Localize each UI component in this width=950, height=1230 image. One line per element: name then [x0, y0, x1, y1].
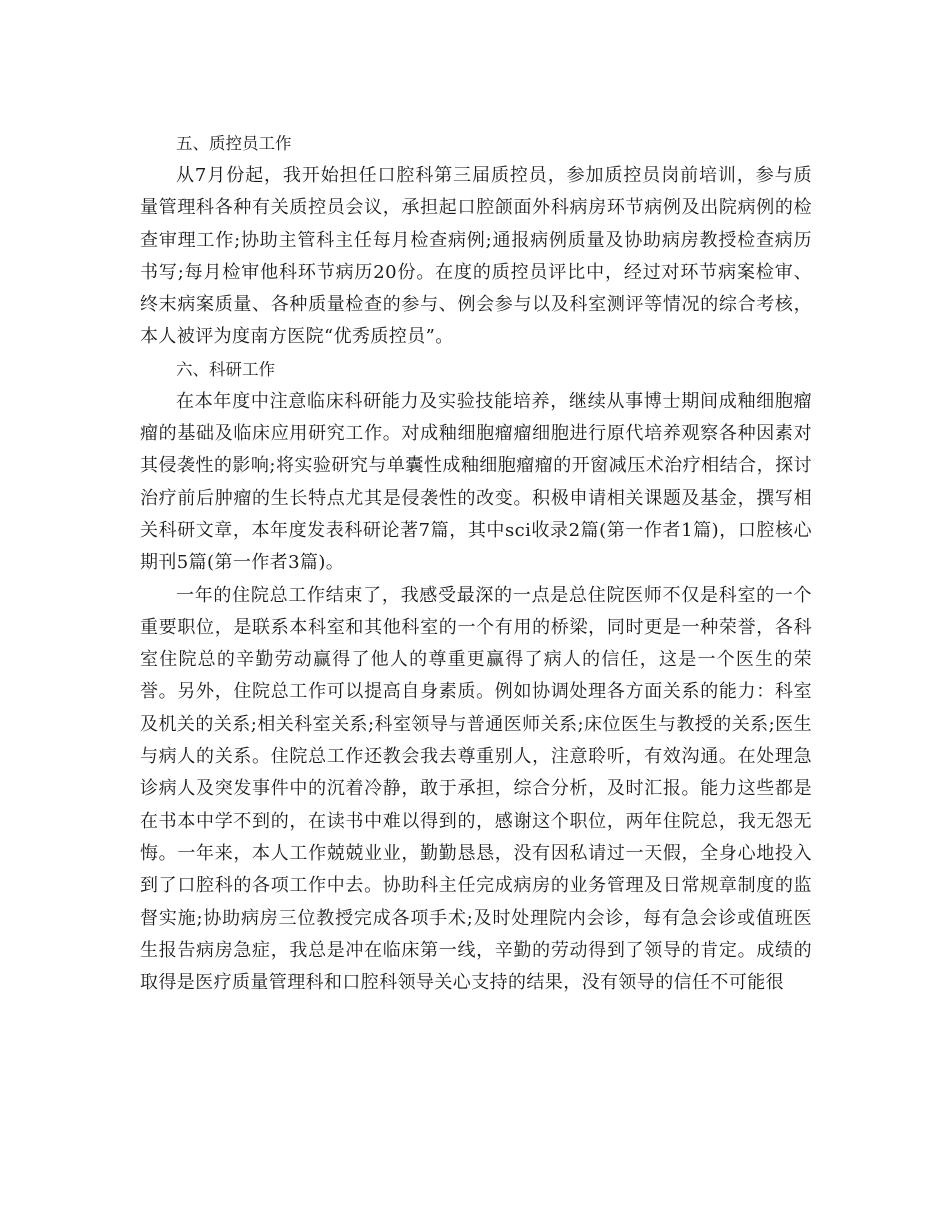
paragraph-quality-control: 从7月份起，我开始担任口腔科第三届质控员，参加质控员岗前培训，参与质量管理科各种有关质控员会议，承担起口腔颌面外科病房环节病例及出院病例的检查审理工作;协助主管科主任每月检查病例;通报病例质量及协助病房教授检查病历书写;每月检审他科环节病历20份。在度的质控员评比中，经过对环节病案检审、终末病案质量、各种质量检查的参与、例会参与以及科室测评等情况的综合考核，本人被评为度南方医院“优秀质控员”。 [140, 165, 812, 348]
section-heading-quality-control: 五、质控员工作 [176, 134, 292, 153]
paragraph-research: 在本年度中注意临床科研能力及实验技能培养，继续从事博士期间成釉细胞瘤瘤的基础及临床应用研究工作。对成釉细胞瘤瘤细胞进行原代培养观察各种因素对其侵袭性的影响;将实验研究与单囊性成釉细胞瘤瘤的开窗减压术治疗相结合，探讨治疗前后肿瘤的生长特点尤其是侵袭性的改变。积极申请相关课题及基金，撰写相关科研文章，本年度发表科研论著7篇，其中sci收录2篇(第一作者1篇)，口腔核心期刊5篇(第一作者3篇)。 [140, 390, 812, 574]
section-heading-research: 六、科研工作 [176, 359, 275, 379]
paragraph-summary: 一年的住院总工作结束了，我感受最深的一点是总住院医师不仅是科室的一个重要职位，是联系本科室和其他科室的一个有用的桥梁，同时更是一种荣誉，各科室住院总的辛勤劳动赢得了他人的尊重更赢得了病人的信任，这是一个医生的荣誉。另外，住院总工作可以提高自身素质。例如协调处理各方面关系的能力：科室及机关的关系;相关科室关系;科室领导与普通医师关系;床位医生与教授的关系;医生与病人的关系。住院总工作还教会我去尊重别人，注意聆听，有效沟通。在处理急诊病人及突发事件中的沉着冷静，敢于承担，综合分析，及时汇报。能力这些都是在书本中学不到的，在读书中难以得到的，感谢这个职位，两年住院总，我无怨无悔。一年来，本人工作兢兢业业，勤勤恳恳，没有因私请过一天假，全身心地投入到了口腔科的各项工作中去。协助科主任完成病房的业务管理及日常规章制度的监督实施;协助病房三位教授完成各项手术;及时处理院内会诊，每有急会诊或值班医生报告病房急症，我总是冲在临床第一线，辛勤的劳动得到了领导的肯定。成绩的取得是医疗质量管理科和口腔科领导关心支持的结果，没有领导的信任不可能很 [140, 584, 812, 994]
document-body [140, 128, 812, 999]
